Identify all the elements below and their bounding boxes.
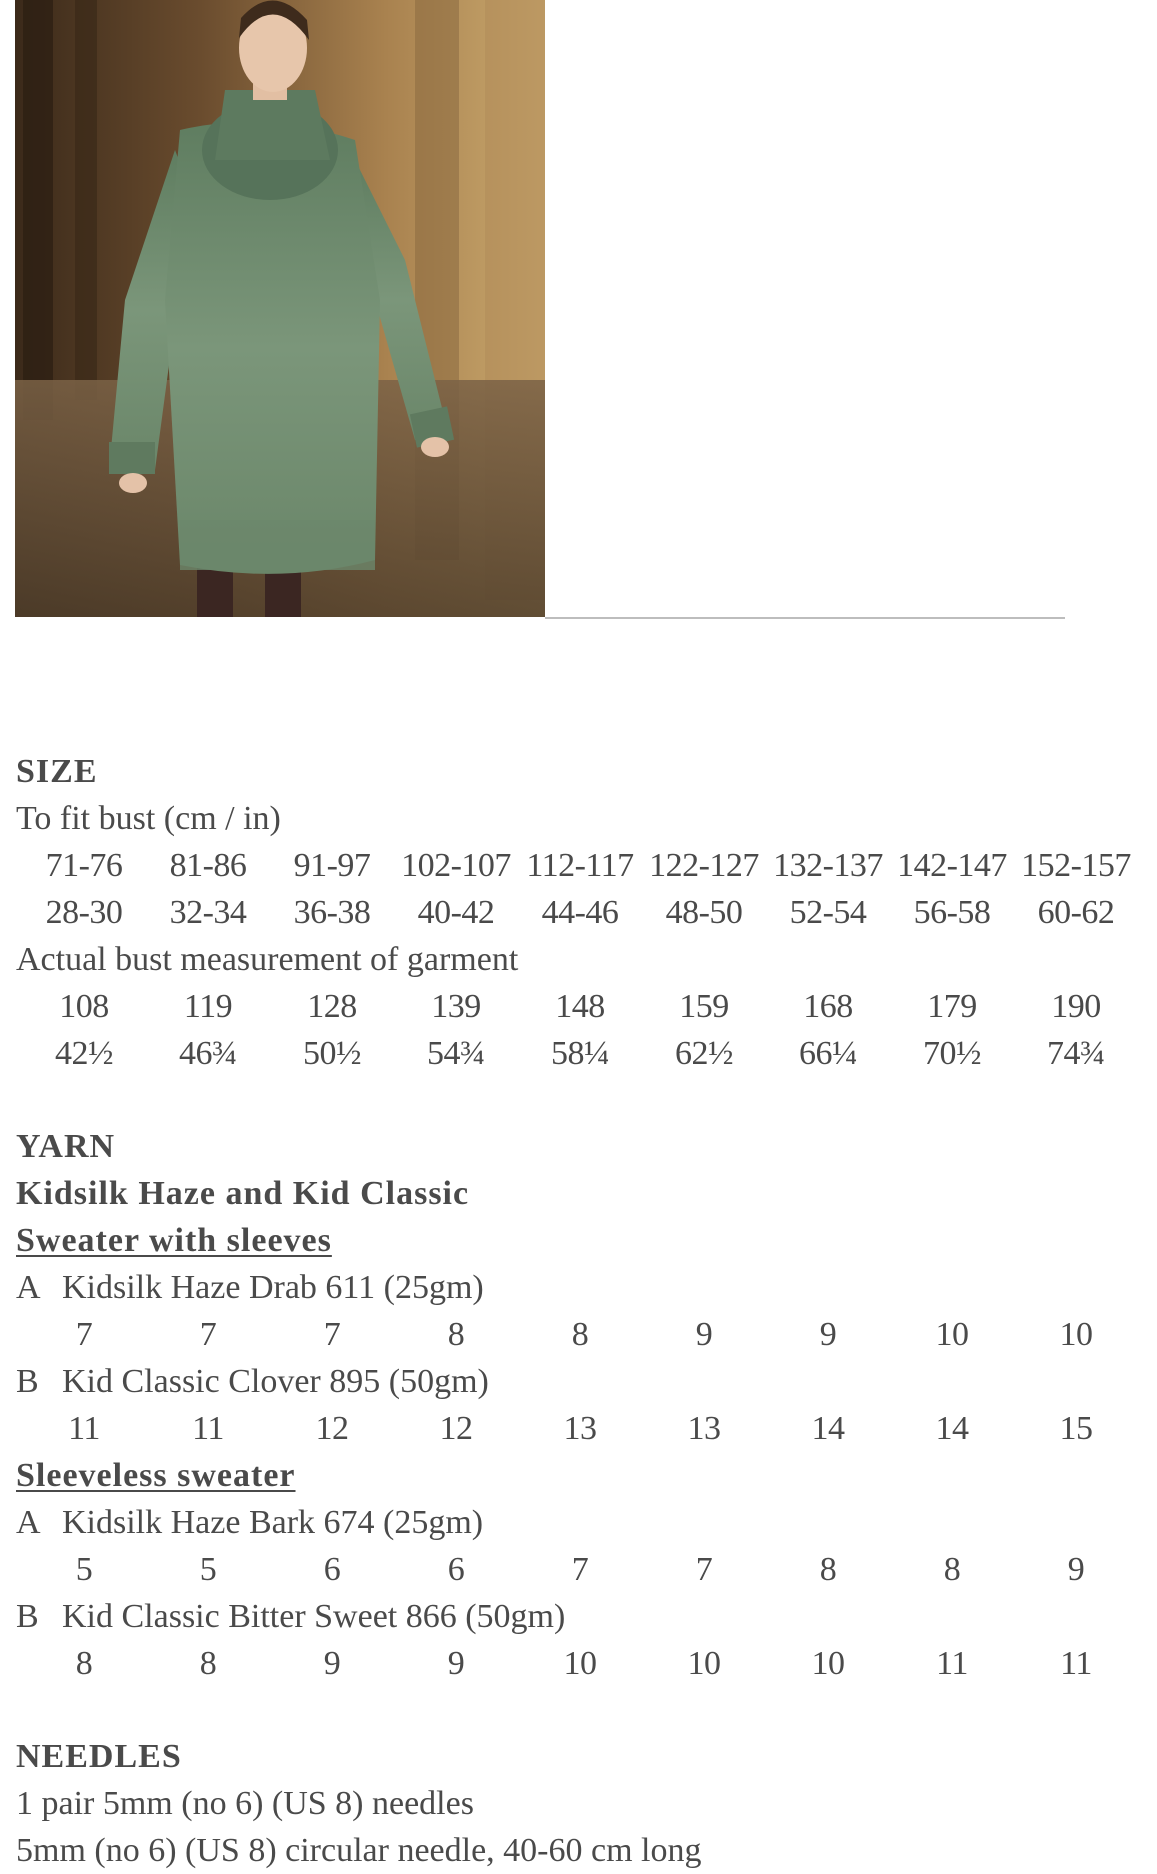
size-cell: 159 <box>679 988 729 1025</box>
yarn-letter: B <box>16 1363 39 1400</box>
quantity-cell: 8 <box>199 1645 217 1682</box>
quantity-cell: 8 <box>943 1551 961 1588</box>
yarn-name: Kid Classic Clover 895 (50gm) <box>62 1363 489 1400</box>
quantity-cell: 7 <box>199 1316 217 1353</box>
size-cell: 70½ <box>923 1035 981 1072</box>
bust-in-row <box>16 889 1146 936</box>
size-cell: 48-50 <box>665 894 743 931</box>
yarn-heading: YARN <box>16 1128 116 1165</box>
quantity-cell: 14 <box>935 1410 969 1447</box>
size-cell: 42½ <box>55 1035 113 1072</box>
size-cell: 56-58 <box>913 894 991 931</box>
size-cell: 60-62 <box>1037 894 1115 931</box>
size-cell: 44-46 <box>541 894 619 931</box>
quantity-cell: 10 <box>935 1316 969 1353</box>
quantity-cell: 10 <box>1059 1316 1093 1353</box>
yarn-name: Kidsilk Haze Bark 674 (25gm) <box>62 1504 484 1541</box>
bust-cm-row <box>16 842 1146 889</box>
quantity-cell: 10 <box>811 1645 845 1682</box>
size-heading: SIZE <box>16 753 98 790</box>
size-cell: 152-157 <box>1021 847 1131 884</box>
divider-rule <box>545 617 1065 619</box>
sleeveless-a-row <box>16 1546 1146 1593</box>
size-cell: 102-107 <box>401 847 511 884</box>
sleeves-yarn-b <box>16 1358 1146 1405</box>
size-cell: 54¾ <box>427 1035 485 1072</box>
quantity-cell: 9 <box>323 1645 341 1682</box>
size-cell: 91-97 <box>293 847 371 884</box>
size-cell: 28-30 <box>45 894 123 931</box>
size-cell: 112-117 <box>526 847 634 884</box>
sleeveless-yarn-b <box>16 1593 1146 1640</box>
yarn-title: Kidsilk Haze and Kid Classic <box>16 1175 470 1212</box>
sleeveless-yarn-a <box>16 1499 1146 1546</box>
needles-line-2: 5mm (no 6) (US 8) circular needle, 40-60 cm long <box>16 1832 702 1869</box>
quantity-cell: 8 <box>75 1645 93 1682</box>
pattern-details <box>16 748 1146 1874</box>
quantity-cell: 9 <box>819 1316 837 1353</box>
quantity-cell: 11 <box>936 1645 968 1682</box>
quantity-cell: 8 <box>447 1316 465 1353</box>
size-cell: 66¼ <box>799 1035 857 1072</box>
size-cell: 62½ <box>675 1035 733 1072</box>
size-cell: 50½ <box>303 1035 361 1072</box>
size-cell: 190 <box>1051 988 1101 1025</box>
quantity-cell: 11 <box>1060 1645 1092 1682</box>
bust-label: To fit bust (cm / in) <box>16 800 281 837</box>
quantity-cell: 15 <box>1059 1410 1093 1447</box>
size-cell: 119 <box>183 988 233 1025</box>
size-cell: 46¾ <box>179 1035 237 1072</box>
quantity-cell: 5 <box>199 1551 217 1588</box>
quantity-cell: 7 <box>571 1551 589 1588</box>
quantity-cell: 8 <box>571 1316 589 1353</box>
quantity-cell: 12 <box>439 1410 473 1447</box>
size-cell: 52-54 <box>789 894 867 931</box>
size-cell: 108 <box>59 988 109 1025</box>
size-cell: 40-42 <box>417 894 495 931</box>
size-cell: 58¼ <box>551 1035 609 1072</box>
needles-line-1: 1 pair 5mm (no 6) (US 8) needles <box>16 1785 474 1822</box>
sleeves-a-row <box>16 1311 1146 1358</box>
size-cell: 148 <box>555 988 605 1025</box>
model-photo <box>15 0 545 617</box>
sleeveless-heading: Sleeveless sweater <box>16 1457 296 1494</box>
quantity-cell: 7 <box>75 1316 93 1353</box>
quantity-cell: 13 <box>563 1410 597 1447</box>
quantity-cell: 12 <box>315 1410 349 1447</box>
size-cell: 179 <box>927 988 977 1025</box>
quantity-cell: 14 <box>811 1410 845 1447</box>
quantity-cell: 7 <box>323 1316 341 1353</box>
quantity-cell: 13 <box>687 1410 721 1447</box>
size-cell: 132-137 <box>773 847 883 884</box>
size-cell: 81-86 <box>169 847 247 884</box>
size-cell: 139 <box>431 988 481 1025</box>
size-cell: 32-34 <box>169 894 247 931</box>
quantity-cell: 11 <box>68 1410 100 1447</box>
size-cell: 128 <box>307 988 357 1025</box>
needles-heading: NEEDLES <box>16 1738 182 1775</box>
sleeves-heading: Sweater with sleeves <box>16 1222 332 1259</box>
size-cell: 71-76 <box>45 847 123 884</box>
sleeves-b-row <box>16 1405 1146 1452</box>
quantity-cell: 11 <box>192 1410 224 1447</box>
yarn-letter: A <box>16 1269 41 1306</box>
size-cell: 74¾ <box>1047 1035 1105 1072</box>
yarn-name: Kid Classic Bitter Sweet 866 (50gm) <box>62 1598 566 1635</box>
sleeves-yarn-a <box>16 1264 1146 1311</box>
quantity-cell: 10 <box>563 1645 597 1682</box>
quantity-cell: 5 <box>75 1551 93 1588</box>
quantity-cell: 9 <box>1067 1551 1085 1588</box>
quantity-cell: 6 <box>323 1551 341 1588</box>
yarn-letter: B <box>16 1598 39 1635</box>
yarn-letter: A <box>16 1504 41 1541</box>
sleeveless-b-row <box>16 1640 1146 1687</box>
quantity-cell: 10 <box>687 1645 721 1682</box>
yarn-name: Kidsilk Haze Drab 611 (25gm) <box>62 1269 484 1306</box>
quantity-cell: 7 <box>695 1551 713 1588</box>
size-cell: 122-127 <box>649 847 759 884</box>
actual-in-row <box>16 1030 1146 1077</box>
size-cell: 168 <box>803 988 853 1025</box>
size-cell: 36-38 <box>293 894 371 931</box>
actual-cm-row <box>16 983 1146 1030</box>
actual-bust-label: Actual bust measurement of garment <box>16 941 519 978</box>
quantity-cell: 6 <box>447 1551 465 1588</box>
quantity-cell: 9 <box>447 1645 465 1682</box>
size-cell: 142-147 <box>897 847 1007 884</box>
quantity-cell: 8 <box>819 1551 837 1588</box>
quantity-cell: 9 <box>695 1316 713 1353</box>
